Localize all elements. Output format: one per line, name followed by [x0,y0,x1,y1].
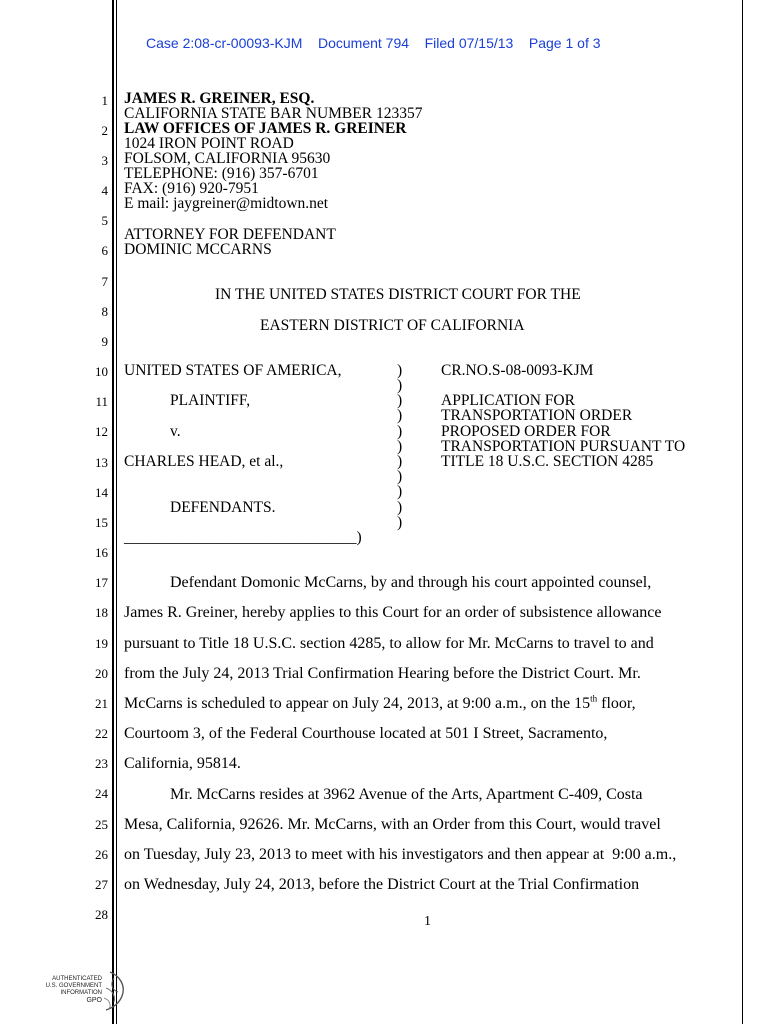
line-number: 6 [101,243,108,258]
attorney-client: DOMINIC MCCARNS [124,241,272,258]
line-number: 22 [95,726,108,741]
line-number: 13 [95,455,108,470]
line-number: 19 [95,636,108,651]
attorney-email: E mail: jaygreiner@midtown.net [124,195,329,212]
line-number: 8 [101,304,108,319]
line-number: 26 [95,847,108,862]
caption-paren: ) [397,362,403,379]
right-margin-rule [742,0,743,1024]
line-number: 17 [95,575,108,590]
document-title-line: APPLICATION FOR [441,392,575,409]
left-margin-rule-outer [112,0,114,1024]
line-number: 9 [101,334,108,349]
line-number: 20 [95,666,108,681]
plaintiff-role: PLAINTIFF, [170,392,251,409]
header-page: Page 1 of 3 [528,35,601,51]
body-line: Mr. McCarns resides at 3962 Avenue of the Arts, Apartment C-409, Costa [170,786,643,803]
line-number: 10 [95,364,108,379]
plaintiff-name: UNITED STATES OF AMERICA, [124,362,342,379]
document-title-line: TITLE 18 U.S.C. SECTION 4285 [441,453,654,470]
document-title-line: TRANSPORTATION ORDER [441,407,633,424]
line-number: 4 [101,183,108,198]
line-number: 24 [95,786,108,801]
seal-text: AUTHENTICATED [52,976,102,982]
body-line: Defendant Domonic McCarns, by and through his court appointed counsel, [170,574,652,591]
defendant-name: CHARLES HEAD, et al., [124,453,284,470]
body-text-run: McCarns is scheduled to appear on July 24, 2013, at 9:00 a.m., on the 15 [124,695,591,712]
attorney-bar-number: CALIFORNIA STATE BAR NUMBER 123357 [124,105,423,122]
body-line: on Wednesday, July 24, 2013, before the District Court at the Trial Confirmation [124,876,640,893]
line-number: 11 [95,394,108,409]
body-line: Courtoom 3, of the Federal Courthouse located at 501 I Street, Sacramento, [124,725,608,742]
line-number: 18 [95,605,108,620]
court-district: EASTERN DISTRICT OF CALIFORNIA [260,317,525,334]
body-text-run: floor, [597,695,636,712]
caption-paren: ) [397,499,403,516]
body-line: James R. Greiner, hereby applies to this Court for an order of subsistence allowance [124,604,662,621]
line-number: 27 [95,877,108,892]
caption-paren: ) [397,377,403,394]
body-line: pursuant to Title 18 U.S.C. section 4285, to allow for Mr. McCarns to travel to and [124,635,654,652]
line-number: 12 [95,424,108,439]
caption-paren: ) [397,453,403,470]
attorney-address-city: FOLSOM, CALIFORNIA 95630 [124,150,331,167]
seal-text: INFORMATION [60,990,102,996]
line-number: 3 [101,153,108,168]
caption-paren: ) [397,392,403,409]
line-number: 2 [101,123,108,138]
header-case: Case 2:08-cr-00093-KJM [146,35,303,51]
line-number: 5 [101,213,108,228]
attorney-address-street: 1024 IRON POINT ROAD [124,135,294,152]
case-number: CR.NO.S-08-0093-KJM [441,362,594,379]
attorney-role: ATTORNEY FOR DEFENDANT [124,226,336,243]
attorney-fax: FAX: (916) 920-7951 [124,180,259,197]
body-line: California, 95814. [124,755,241,772]
header-filed: Filed 07/15/13 [424,35,514,51]
attorney-telephone: TELEPHONE: (916) 357-6701 [124,165,319,182]
versus: v. [170,423,181,440]
body-line: from the July 24, 2013 Trial Confirmation Hearing before the District Court. Mr. [124,665,641,682]
caption-paren: ) [397,438,403,455]
document-title-line: PROPOSED ORDER FOR [441,423,611,440]
defendant-role: DEFENDANTS. [170,499,276,516]
caption-paren: ) [397,423,403,440]
caption-paren: ) [397,483,403,500]
ecf-header [146,35,601,51]
line-number: 16 [95,545,108,560]
seal-text: GPO [86,997,102,1004]
attorney-firm: LAW OFFICES OF JAMES R. GREINER [124,120,407,137]
caption-underline: ______________________________) [124,529,362,546]
document-title-line: TRANSPORTATION PURSUANT TO [441,438,686,455]
line-number: 15 [95,515,108,530]
body-line: Mesa, California, 92626. Mr. McCarns, with an Order from this Court, would travel [124,816,661,833]
page-number: 1 [424,914,431,929]
caption-paren: ) [397,514,403,531]
caption-paren: ) [397,407,403,424]
body-line: on Tuesday, July 23, 2013 to meet with his investigators and then appear at 9:00 a.m., [124,846,677,863]
attorney-name: JAMES R. GREINER, ESQ. [124,90,315,107]
line-number: 23 [95,756,108,771]
caption-paren: ) [397,468,403,485]
line-number: 1 [101,93,108,108]
line-number: 7 [101,274,108,289]
ordinal-suffix: th [590,693,598,704]
line-number: 25 [95,817,108,832]
seal-text: U.S. GOVERNMENT [45,983,102,989]
line-number: 28 [95,907,108,922]
header-document: Document 794 [317,35,410,51]
line-number: 14 [95,485,108,500]
left-margin-rule-inner [116,0,117,1024]
line-number: 21 [95,696,108,711]
court-name: IN THE UNITED STATES DISTRICT COURT FOR THE [215,286,581,303]
body-line [124,693,636,712]
